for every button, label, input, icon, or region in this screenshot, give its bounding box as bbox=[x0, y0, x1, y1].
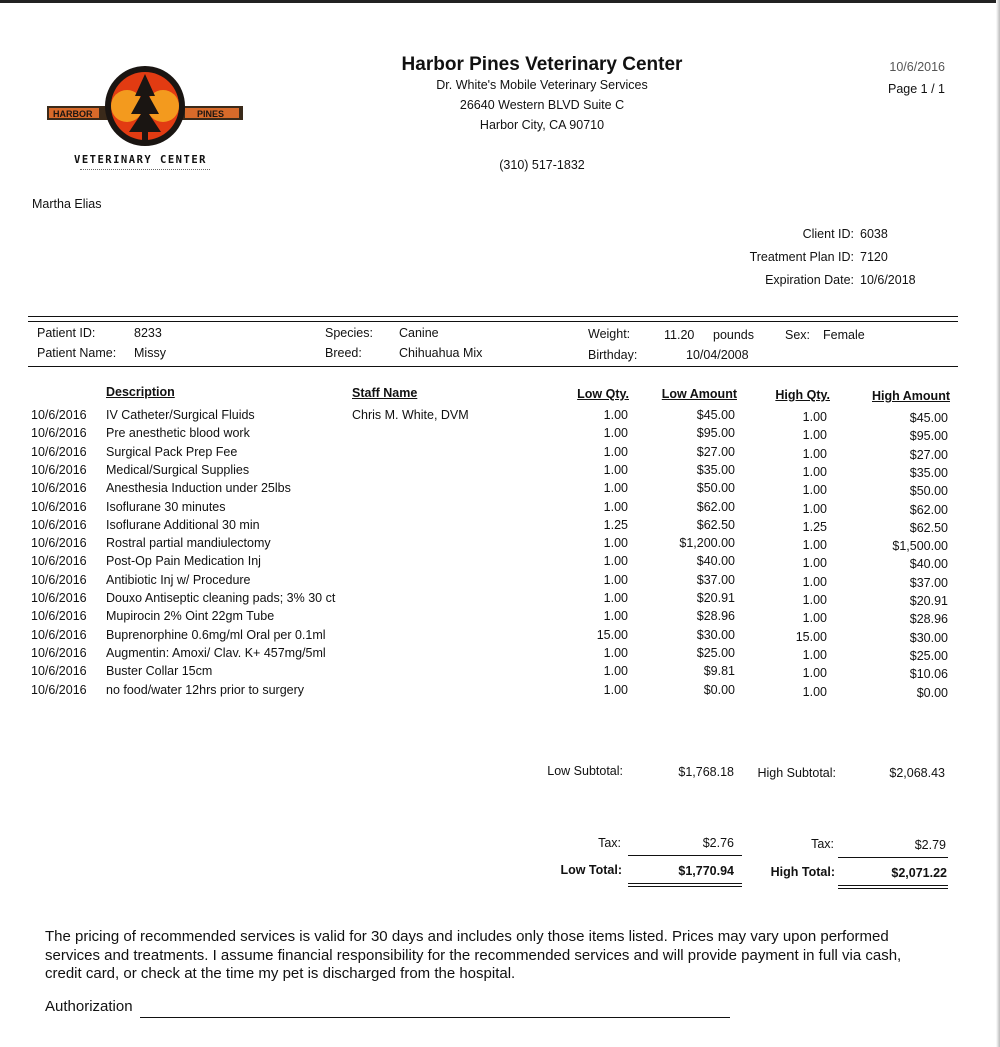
row-date: 10/6/2016 bbox=[31, 499, 87, 514]
client-name: Martha Elias bbox=[32, 197, 102, 211]
high-tax-rule bbox=[838, 857, 948, 858]
row-low-amount: $50.00 bbox=[696, 481, 735, 496]
row-low-qty: 1.00 bbox=[603, 645, 628, 660]
row-date: 10/6/2016 bbox=[31, 517, 87, 532]
client-id-label: Client ID: bbox=[802, 227, 854, 241]
species-label: Species: bbox=[325, 326, 373, 340]
logo-left-text: HARBOR bbox=[53, 109, 93, 119]
row-low-amount: $20.91 bbox=[696, 591, 735, 605]
row-low-qty: 1.25 bbox=[603, 517, 628, 532]
treatment-plan-id-value: 7120 bbox=[860, 250, 888, 264]
row-high-qty: 1.00 bbox=[802, 538, 827, 553]
low-total-label: Low Total: bbox=[560, 863, 622, 877]
low-tax-label: Tax: bbox=[598, 836, 621, 850]
low-total-value: $1,770.94 bbox=[678, 864, 734, 878]
row-date: 10/6/2016 bbox=[31, 627, 87, 642]
row-high-amount: $37.00 bbox=[909, 575, 948, 590]
row-low-amount: $9.81 bbox=[703, 664, 735, 679]
high-tax-value: $2.79 bbox=[914, 838, 946, 852]
table-row bbox=[0, 573, 1000, 591]
row-low-qty: 1.00 bbox=[603, 664, 628, 679]
clinic-logo-graphic bbox=[45, 66, 245, 156]
table-row bbox=[0, 591, 1000, 609]
row-low-qty: 1.00 bbox=[603, 609, 628, 624]
patient-bottom-rule bbox=[28, 366, 958, 367]
row-high-qty: 1.00 bbox=[802, 684, 827, 699]
row-description: Anesthesia Induction under 25lbs bbox=[106, 481, 291, 496]
low-subtotal-label: Low Subtotal: bbox=[547, 764, 623, 778]
patient-top-rule-2 bbox=[28, 321, 958, 322]
row-date: 10/6/2016 bbox=[31, 645, 87, 660]
row-staff-name: Chris M. White, DVM bbox=[352, 408, 469, 422]
col-header-low-amount: Low Amount bbox=[661, 387, 737, 401]
row-low-amount: $28.96 bbox=[696, 609, 735, 624]
row-high-amount: $35.00 bbox=[909, 465, 948, 480]
logo-caption: VETERINARY CENTER bbox=[74, 154, 207, 166]
row-high-amount: $28.96 bbox=[909, 612, 948, 627]
expiration-date-label: Expiration Date: bbox=[765, 273, 854, 287]
row-date: 10/6/2016 bbox=[31, 572, 87, 587]
clinic-subtitle: Dr. White's Mobile Veterinary Services bbox=[436, 78, 648, 92]
expiration-date-value: 10/6/2018 bbox=[860, 273, 916, 287]
row-low-qty: 1.00 bbox=[603, 554, 628, 569]
row-description: Pre anesthetic blood work bbox=[106, 426, 250, 441]
row-description: Buprenorphine 0.6mg/ml Oral per 0.1ml bbox=[106, 627, 326, 642]
client-id-value: 6038 bbox=[860, 227, 888, 241]
high-total-label: High Total: bbox=[770, 865, 835, 879]
high-total-value: $2,071.22 bbox=[891, 866, 947, 880]
table-row bbox=[0, 463, 1000, 481]
row-date: 10/6/2016 bbox=[31, 554, 87, 569]
row-low-amount: $37.00 bbox=[696, 572, 735, 587]
row-high-qty: 1.00 bbox=[802, 666, 827, 681]
col-header-low-qty: Low Qty. bbox=[577, 387, 629, 401]
table-row bbox=[0, 426, 1000, 444]
row-description: Antibiotic Inj w/ Procedure bbox=[106, 572, 251, 587]
disclaimer-text: The pricing of recommended services is valid for 30 days and includes only those items listed. Prices may vary upon performed services and treatments. I assume financial responsibility for the recommended services and will provide payment in full via cash, credit card, or check at the time my pet is discharged from the hospital. bbox=[45, 928, 902, 982]
weight-unit: pounds bbox=[713, 328, 755, 342]
row-low-amount: $45.00 bbox=[696, 408, 735, 422]
page-top-edge bbox=[0, 0, 1000, 3]
row-description: Isoflurane 30 minutes bbox=[106, 499, 226, 514]
row-high-amount: $62.00 bbox=[909, 502, 948, 517]
row-low-qty: 1.00 bbox=[603, 572, 628, 587]
high-total-rule-2 bbox=[838, 888, 948, 889]
col-header-high-amount: High Amount bbox=[872, 389, 950, 403]
table-row bbox=[0, 683, 1000, 701]
row-high-qty: 1.25 bbox=[802, 519, 827, 534]
row-high-amount: $27.00 bbox=[909, 447, 948, 462]
col-header-description: Description bbox=[106, 385, 175, 399]
row-date: 10/6/2016 bbox=[31, 408, 87, 422]
row-high-amount: $50.00 bbox=[909, 484, 948, 499]
row-description: Post-Op Pain Medication Inj bbox=[106, 554, 261, 569]
row-description: Medical/Surgical Supplies bbox=[106, 462, 250, 477]
row-description: Surgical Pack Prep Fee bbox=[106, 444, 238, 459]
clinic-address-line2: Harbor City, CA 90710 bbox=[479, 118, 605, 132]
row-high-amount: $30.00 bbox=[909, 630, 948, 645]
row-low-qty: 1.00 bbox=[603, 499, 628, 514]
table-row bbox=[0, 445, 1000, 463]
breed-value: Chihuahua Mix bbox=[399, 346, 483, 360]
clinic-address-line1: 26640 Western BLVD Suite C bbox=[459, 98, 625, 112]
patient-id-value: 8233 bbox=[134, 326, 162, 340]
row-low-amount: $25.00 bbox=[696, 645, 735, 660]
sex-label: Sex: bbox=[785, 328, 811, 342]
row-date: 10/6/2016 bbox=[31, 609, 87, 624]
row-high-qty: 1.00 bbox=[802, 501, 827, 516]
table-row bbox=[0, 609, 1000, 627]
row-low-amount: $27.00 bbox=[696, 444, 735, 459]
weight-value: 11.20 bbox=[664, 328, 695, 342]
authorization-label: Authorization bbox=[45, 998, 133, 1015]
row-date: 10/6/2016 bbox=[31, 682, 87, 697]
table-row bbox=[0, 536, 1000, 554]
row-low-amount: $0.00 bbox=[703, 682, 735, 697]
row-low-amount: $62.00 bbox=[696, 499, 735, 514]
row-high-qty: 1.00 bbox=[802, 446, 827, 461]
low-tax-rule bbox=[628, 855, 742, 856]
row-description: Douxo Antiseptic cleaning pads; 3% 30 ct bbox=[106, 591, 336, 605]
authorization-signature-line[interactable] bbox=[140, 1017, 730, 1018]
row-date: 10/6/2016 bbox=[31, 426, 87, 441]
table-row bbox=[0, 664, 1000, 682]
birthday-value: 10/04/2008 bbox=[686, 348, 749, 362]
row-description: no food/water 12hrs prior to surgery bbox=[106, 682, 305, 697]
row-date: 10/6/2016 bbox=[31, 462, 87, 477]
row-low-amount: $95.00 bbox=[696, 426, 735, 441]
row-low-qty: 1.00 bbox=[603, 682, 628, 697]
logo-subline bbox=[80, 169, 210, 170]
high-subtotal-label: High Subtotal: bbox=[757, 766, 836, 780]
col-header-high-qty: High Qty. bbox=[775, 388, 830, 402]
row-description: Isoflurane Additional 30 min bbox=[106, 517, 260, 532]
birthday-label: Birthday: bbox=[588, 348, 638, 362]
low-total-rule-2 bbox=[628, 886, 742, 887]
row-low-qty: 1.00 bbox=[603, 444, 628, 459]
row-low-amount: $30.00 bbox=[696, 627, 735, 642]
low-total-rule-1 bbox=[628, 883, 742, 884]
weight-label: Weight: bbox=[588, 327, 631, 341]
row-low-amount: $40.00 bbox=[696, 554, 735, 569]
row-high-qty: 1.00 bbox=[802, 556, 827, 571]
row-high-amount: $10.06 bbox=[909, 667, 948, 682]
row-description: Mupirocin 2% Oint 22gm Tube bbox=[106, 609, 275, 624]
row-high-qty: 1.00 bbox=[802, 611, 827, 626]
row-low-qty: 1.00 bbox=[603, 536, 628, 551]
row-date: 10/6/2016 bbox=[31, 591, 87, 605]
patient-id-label: Patient ID: bbox=[37, 326, 96, 340]
clinic-phone: (310) 517-1832 bbox=[499, 158, 585, 172]
row-high-qty: 1.00 bbox=[802, 593, 827, 607]
logo-right-text: PINES bbox=[197, 109, 225, 119]
col-header-staff-name: Staff Name bbox=[352, 386, 418, 400]
row-description: Augmentin: Amoxi/ Clav. K+ 457mg/5ml bbox=[106, 645, 326, 660]
row-high-amount: $95.00 bbox=[909, 429, 948, 444]
low-tax-value: $2.76 bbox=[702, 836, 734, 850]
row-low-qty: 1.00 bbox=[603, 462, 628, 477]
row-high-amount: $40.00 bbox=[909, 557, 948, 572]
row-high-amount: $62.50 bbox=[909, 520, 948, 535]
row-low-qty: 1.00 bbox=[603, 408, 628, 422]
high-subtotal-value: $2,068.43 bbox=[889, 766, 945, 780]
table-row bbox=[0, 481, 1000, 499]
row-high-amount: $1,500.00 bbox=[892, 539, 948, 554]
table-row bbox=[0, 646, 1000, 664]
breed-label: Breed: bbox=[325, 346, 362, 360]
table-row bbox=[0, 554, 1000, 572]
row-high-qty: 1.00 bbox=[802, 483, 827, 498]
document-date: 10/6/2016 bbox=[889, 60, 945, 74]
row-high-amount: $0.00 bbox=[916, 685, 948, 700]
page-number: Page 1 / 1 bbox=[888, 82, 945, 96]
row-date: 10/6/2016 bbox=[31, 536, 87, 551]
high-tax-label: Tax: bbox=[811, 837, 834, 851]
low-subtotal-value: $1,768.18 bbox=[678, 765, 734, 779]
row-high-amount: $45.00 bbox=[909, 411, 948, 425]
row-date: 10/6/2016 bbox=[31, 444, 87, 459]
row-high-qty: 1.00 bbox=[802, 574, 827, 589]
table-row bbox=[0, 500, 1000, 518]
row-date: 10/6/2016 bbox=[31, 481, 87, 496]
patient-name-value: Missy bbox=[134, 346, 166, 360]
row-description: Buster Collar 15cm bbox=[106, 664, 213, 679]
row-high-qty: 15.00 bbox=[795, 629, 827, 644]
row-high-amount: $20.91 bbox=[909, 594, 948, 608]
row-high-qty: 1.00 bbox=[802, 464, 827, 479]
row-low-qty: 1.00 bbox=[603, 426, 628, 441]
treatment-plan-id-label: Treatment Plan ID: bbox=[749, 250, 854, 264]
row-low-qty: 1.00 bbox=[603, 591, 628, 605]
row-description: Rostral partial mandiulectomy bbox=[106, 536, 271, 551]
table-row bbox=[0, 628, 1000, 646]
row-high-qty: 1.00 bbox=[802, 428, 827, 443]
high-total-rule-1 bbox=[838, 885, 948, 886]
row-date: 10/6/2016 bbox=[31, 664, 87, 679]
clinic-name: Harbor Pines Veterinary Center bbox=[401, 54, 683, 75]
row-low-amount: $1,200.00 bbox=[679, 536, 735, 551]
patient-top-rule bbox=[28, 316, 958, 317]
table-row bbox=[0, 518, 1000, 536]
row-high-qty: 1.00 bbox=[802, 410, 827, 424]
row-high-amount: $25.00 bbox=[909, 648, 948, 663]
row-high-qty: 1.00 bbox=[802, 647, 827, 662]
sex-value: Female bbox=[823, 328, 865, 342]
table-row bbox=[0, 408, 1000, 426]
row-description: IV Catheter/Surgical Fluids bbox=[106, 408, 255, 422]
row-low-amount: $35.00 bbox=[696, 462, 735, 477]
row-low-qty: 1.00 bbox=[603, 481, 628, 496]
row-low-qty: 15.00 bbox=[596, 627, 628, 642]
row-low-amount: $62.50 bbox=[696, 517, 735, 532]
patient-name-label: Patient Name: bbox=[37, 346, 117, 360]
species-value: Canine bbox=[399, 326, 439, 340]
